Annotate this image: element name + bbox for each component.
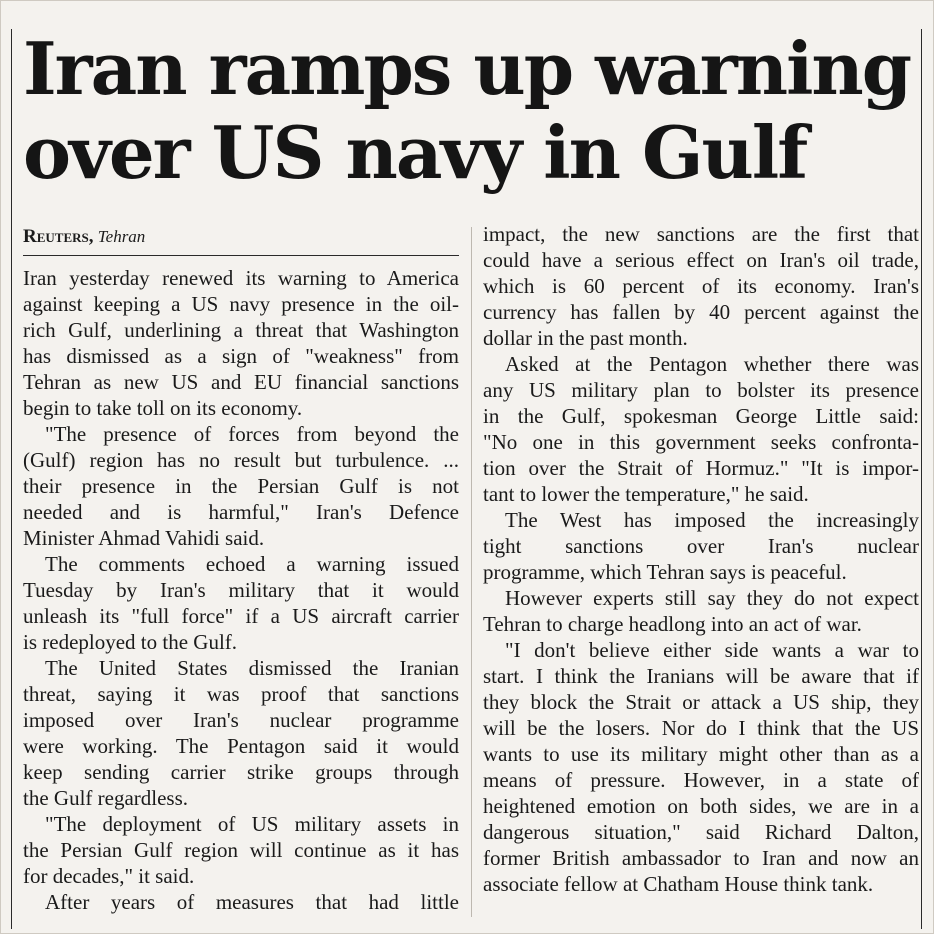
article-line: start. I think the Iranians will be aware that if [483, 664, 919, 688]
article-line: Iran yesterday renewed its warning to America [23, 266, 459, 290]
article-line: The comments echoed a warning issued [45, 552, 459, 576]
article-line: Minister Ahmad Vahidi said. [23, 526, 265, 550]
article-line: tion over the Strait of Hormuz." "It is impor- [483, 456, 919, 480]
headline-line-2: over US navy in Gulf [23, 110, 807, 195]
column-divider [471, 227, 472, 917]
article-line: the Persian Gulf region will continue as it has [23, 838, 459, 862]
article-line: "I don't believe either side wants a war to [505, 638, 919, 662]
left-border-rule [11, 29, 12, 929]
article-line: wants to use its military might other than as a [483, 742, 919, 766]
article-line: the Gulf regardless. [23, 786, 189, 810]
article-line: could have a serious effect on Iran's oil trade, [483, 248, 919, 272]
article-line: which is 60 percent of its economy. Iran's [483, 274, 919, 298]
article-line: is redeployed to the Gulf. [23, 630, 238, 654]
article-line: were working. The Pentagon said it would [23, 734, 459, 758]
article-line: Asked at the Pentagon whether there was [505, 352, 919, 376]
article-line: former British ambassador to Iran and now an [483, 846, 919, 870]
article-line: any US military plan to bolster its presence [483, 378, 919, 402]
article-line: against keeping a US navy presence in the oil- [23, 292, 459, 316]
article-line: associate fellow at Chatham House think tank. [483, 872, 874, 896]
article-line: The United States dismissed the Iranian [45, 656, 459, 680]
article-line: heightened emotion on both sides, we are in a [483, 794, 919, 818]
article-line: "The deployment of US military assets in [45, 812, 459, 836]
article-line: dollar in the past month. [483, 326, 688, 350]
article-line: impact, the new sanctions are the first that [483, 222, 919, 246]
article-line: tant to lower the temperature," he said. [483, 482, 809, 506]
article-line: unleash its "full force" if a US aircraft carrier [23, 604, 459, 628]
article-line: However experts still say they do not expect [505, 586, 919, 610]
article-line: they block the Strait or attack a US ship, they [483, 690, 919, 714]
article-line: The West has imposed the increasingly [505, 508, 919, 532]
byline [23, 227, 459, 256]
article-line: imposed over Iran's nuclear programme [23, 708, 459, 732]
article-line: begin to take toll on its economy. [23, 396, 303, 420]
article-line: threat, saying it was proof that sanctions [23, 682, 459, 706]
article-line: "No one in this government seeks confronta- [483, 430, 919, 454]
article-line: for decades," it said. [23, 864, 195, 888]
article-line: Tehran as new US and EU financial sanctions [23, 370, 459, 394]
article-line: (Gulf) region has no result but turbulence. ... [23, 448, 459, 472]
byline-agency: Reuters, [23, 226, 94, 247]
article-line: will be the losers. Nor do I think that the US [483, 716, 919, 740]
article-line: tight sanctions over Iran's nuclear [483, 534, 919, 558]
headline [23, 27, 923, 195]
article-line: means of pressure. However, in a state of [483, 768, 919, 792]
article-line: has dismissed as a sign of "weakness" from [23, 344, 459, 368]
headline-line-1: Iran ramps up warning [23, 26, 911, 111]
article-line: After years of measures that had little [45, 890, 459, 914]
article-line: their presence in the Persian Gulf is not [23, 474, 459, 498]
byline-place: Tehran [97, 227, 146, 246]
article-line: Tuesday by Iran's military that it would [23, 578, 459, 602]
article-line: rich Gulf, underlining a threat that Washington [23, 318, 459, 342]
article-line: currency has fallen by 40 percent against the [483, 300, 919, 324]
article-line: dangerous situation," said Richard Dalton, [483, 820, 919, 844]
article-line: keep sending carrier strike groups through [23, 760, 459, 784]
article-line: "The presence of forces from beyond the [45, 422, 459, 446]
article-line: Tehran to charge headlong into an act of war. [483, 612, 862, 636]
article-line: in the Gulf, spokesman George Little said: [483, 404, 919, 428]
article-line: needed and is harmful," Iran's Defence [23, 500, 459, 524]
article-line: programme, which Tehran says is peaceful. [483, 560, 847, 584]
